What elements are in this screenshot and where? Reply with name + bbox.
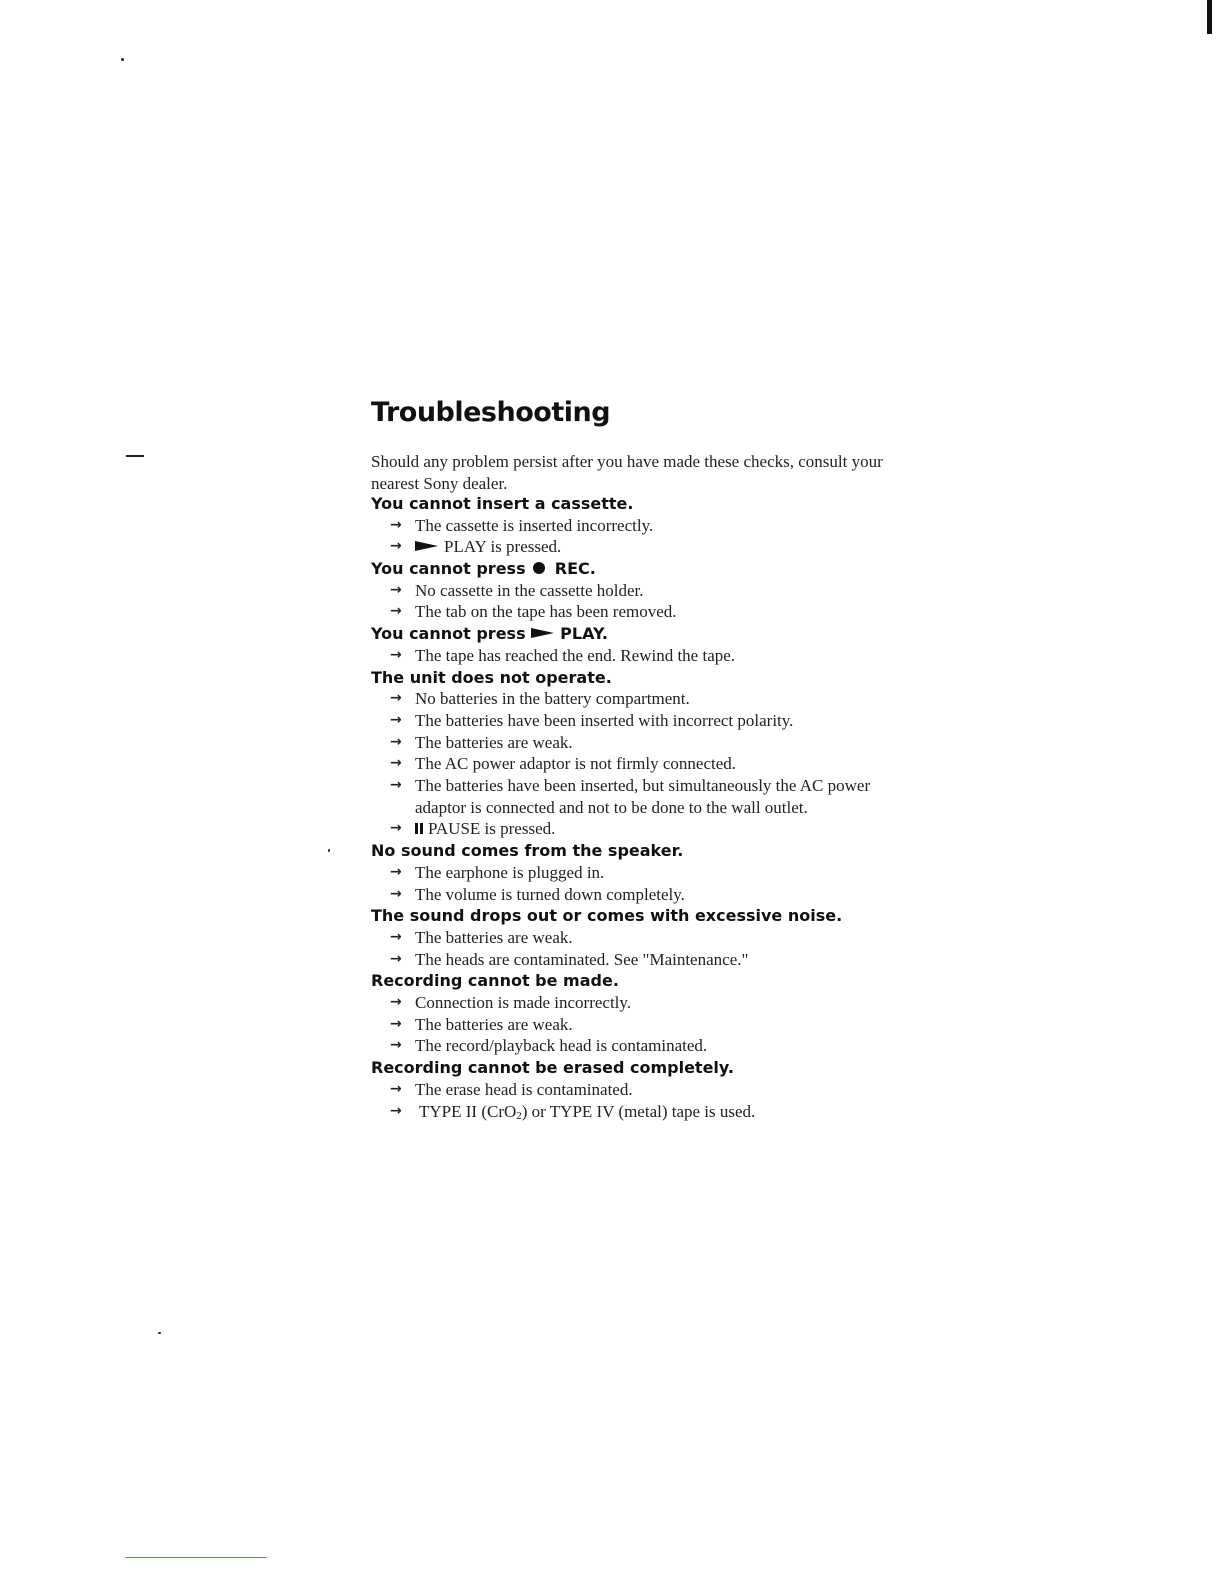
item-text: The AC power adaptor is not firmly connected. xyxy=(415,754,737,774)
list-item xyxy=(371,1079,911,1101)
arrow-icon: → xyxy=(390,950,402,967)
list-item xyxy=(371,601,911,623)
arrow-icon: → xyxy=(390,733,402,750)
list-item xyxy=(371,775,911,818)
item-text: No cassette in the cassette holder. xyxy=(415,580,644,600)
arrow-icon: → xyxy=(390,777,402,794)
arrow-icon: → xyxy=(390,690,402,707)
list-item xyxy=(371,927,911,949)
problem-heading: No sound comes from the speaker. xyxy=(371,841,684,861)
problem-heading: Recording cannot be erased completely. xyxy=(371,1058,734,1078)
scan-edge-mark xyxy=(1207,0,1212,34)
play-icon xyxy=(415,541,438,551)
heading-text: You cannot press xyxy=(371,559,526,579)
list-item xyxy=(371,949,911,971)
troubleshooting-list xyxy=(371,493,911,1127)
arrow-icon: → xyxy=(390,863,402,880)
arrow-icon: → xyxy=(390,820,402,837)
page-title: Troubleshooting xyxy=(371,397,611,428)
item-text: The batteries are weak. xyxy=(415,1014,573,1034)
item-text: Connection is made incorrectly. xyxy=(415,993,632,1013)
item-text: TYPE II (CrO xyxy=(419,1101,517,1121)
item-text: No batteries in the battery compartment. xyxy=(415,689,690,709)
arrow-icon: → xyxy=(390,646,402,663)
problem-heading xyxy=(371,558,911,580)
arrow-icon: → xyxy=(390,538,402,555)
list-item xyxy=(371,992,911,1014)
list-item xyxy=(371,688,911,710)
item-text: The tab on the tape has been removed. xyxy=(415,602,677,622)
pause-icon xyxy=(415,823,423,834)
arrow-icon: → xyxy=(390,994,402,1011)
list-item xyxy=(371,536,911,558)
item-text: The batteries have been inserted with incorrect polarity. xyxy=(415,710,794,730)
arrow-icon: → xyxy=(390,928,402,945)
arrow-icon: → xyxy=(390,603,402,620)
problem-heading: You cannot insert a cassette. xyxy=(371,494,634,513)
list-item xyxy=(371,710,911,732)
item-text: The heads are contaminated. See "Maintenance." xyxy=(415,949,749,969)
scan-speck xyxy=(158,1332,161,1334)
arrow-icon: → xyxy=(390,1037,402,1054)
scan-mark xyxy=(126,455,144,457)
problem-heading: Recording cannot be made. xyxy=(371,971,619,991)
item-text: The batteries are weak. xyxy=(415,927,573,947)
list-item xyxy=(371,1035,911,1057)
arrow-icon: → xyxy=(390,1080,402,1097)
list-item xyxy=(371,818,911,840)
arrow-icon: → xyxy=(390,755,402,772)
intro-paragraph: Should any problem persist after you have made these checks, consult your nearest Sony dealer. xyxy=(371,452,883,493)
list-item xyxy=(371,1101,911,1128)
item-text: The cassette is inserted incorrectly. xyxy=(415,515,654,535)
item-text: ) or TYPE IV (metal) tape is used. xyxy=(521,1101,756,1121)
scan-speck xyxy=(328,849,330,852)
item-text: The batteries have been inserted, but simultaneously the AC power adaptor is connected and not to be done to the wall outlet. xyxy=(415,776,871,817)
record-icon xyxy=(533,562,545,574)
item-text: The earphone is plugged in. xyxy=(415,862,605,882)
arrow-icon: → xyxy=(390,581,402,598)
scan-speck xyxy=(121,58,124,61)
item-text: PAUSE is pressed. xyxy=(428,819,556,839)
bottom-rule xyxy=(125,1557,267,1558)
arrow-icon: → xyxy=(390,711,402,728)
list-item xyxy=(371,862,911,884)
list-item xyxy=(371,753,911,775)
subscript-text: 2 xyxy=(516,1109,522,1122)
item-text: The volume is turned down completely. xyxy=(415,884,685,904)
problem-heading xyxy=(371,623,911,645)
list-item xyxy=(371,732,911,754)
arrow-icon: → xyxy=(390,885,402,902)
arrow-icon: → xyxy=(390,1015,402,1032)
item-text: The record/playback head is contaminated. xyxy=(415,1036,708,1056)
list-item xyxy=(371,645,911,667)
item-text: PLAY is pressed. xyxy=(444,537,562,557)
problem-heading: The sound drops out or comes with excessive noise. xyxy=(371,906,843,926)
list-item xyxy=(371,515,911,537)
item-text: The tape has reached the end. Rewind the tape. xyxy=(415,645,736,665)
arrow-icon: → xyxy=(390,516,402,533)
heading-text: You cannot press xyxy=(371,624,526,644)
item-text: The batteries are weak. xyxy=(415,732,573,752)
arrow-icon: → xyxy=(390,1102,402,1119)
heading-text: REC. xyxy=(554,559,596,579)
list-item xyxy=(371,1014,911,1036)
play-icon xyxy=(531,628,554,638)
item-text: The erase head is contaminated. xyxy=(415,1079,633,1099)
problem-heading: The unit does not operate. xyxy=(371,667,612,687)
list-item xyxy=(371,580,911,602)
list-item xyxy=(371,884,911,906)
heading-text: PLAY. xyxy=(560,624,608,644)
